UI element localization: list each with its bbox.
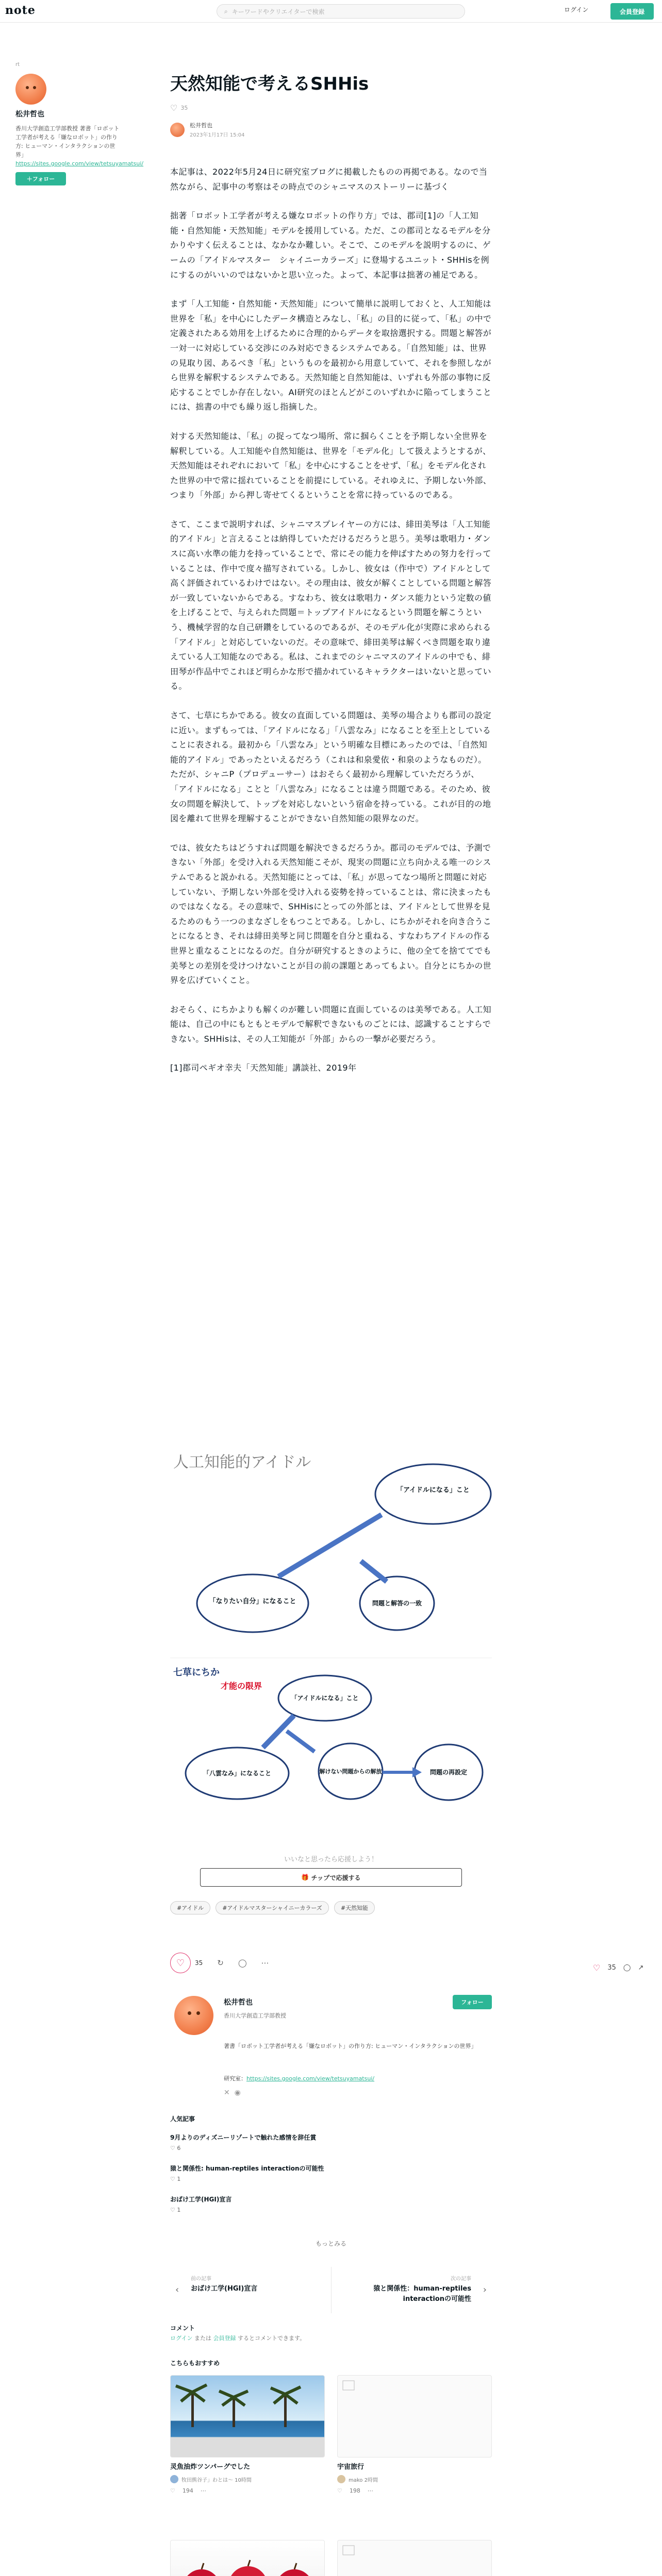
reco-card-title[interactable]: 灵魚油炸ツンパーグでした	[170, 2463, 251, 2471]
reco-card-likes	[337, 2487, 492, 2494]
support-caption: いいなと思ったら応援しよう！	[284, 1856, 378, 1863]
paragraph: まず「人工知能・自然知能・天然知能」について簡単に説明しておくと、人工知能は世界を「私」を中心にしたデータ構造とみなし、「私」の目的に従って、「私」の中で定義されたある効用を上げるために合理的からデータを取捨選択する。問題と解答が一対一に対応している交渉にのみ対応できるシステムである。「自然知能」は、世界の見取り図、あるべき「私」というものを最初から用意していて、それを参照しながら世界を解釈するシステムである。天然知能と自然知能は、いずれも外部の事物に反応することでしか存在しない。AI研究のほとんどがこのいずれかに陥ってしまうことには、拙書の中でも繰り返し指摘した。	[170, 299, 492, 412]
apples-image	[171, 2540, 325, 2576]
tip-label: チップで応援する	[311, 1874, 361, 1882]
diagram-figure	[170, 1443, 492, 1850]
reco-card-user	[337, 2475, 492, 2483]
chevron-left-icon: ‹	[175, 2284, 179, 2295]
author-name[interactable]: 松井哲也	[190, 122, 212, 129]
tag-list	[170, 1901, 375, 1914]
comment-login-text	[170, 2334, 305, 2342]
apple-stem	[248, 2560, 250, 2566]
reco-card[interactable]	[170, 2540, 325, 2576]
reco-card-like-count: 194	[182, 2487, 193, 2494]
popular-item-count-value: 1	[177, 2176, 181, 2182]
action-bar	[170, 1953, 492, 1973]
avatar[interactable]	[15, 74, 46, 105]
like-count-top: 35	[180, 105, 188, 111]
reco-card-like-count: 198	[349, 2487, 360, 2494]
reco-card-image[interactable]	[170, 2540, 325, 2576]
tag[interactable]: #アイドルマスターシャイニーカラーズ	[216, 1901, 329, 1914]
popular-item-count: ♡ 1	[170, 2207, 181, 2213]
diagram-top-title: 人工知能的アイドル	[173, 1453, 311, 1471]
paragraph: 拙著「ロボット工学者が考える嫌なロボットの作り方」では、郡司[1]の「人工知能・自然知能・天然知能」モデルを援用している。ただ、この郡司となるモデルを分かりやすく伝えることは、なかなか難しい。そこで、このモデルを説明するのに、ゲームの「アイドルマスター シャイニーカラーズ」に登場するユニット・SHHisを例にするのがいいのではないかと思い立った。よって、本記事は拙著の補足である。	[170, 211, 491, 280]
palm-trunk	[284, 2393, 287, 2427]
bubble-match-text: 問題と解答の一致	[372, 1600, 422, 1607]
author-card-sub: 香川大学創造工学部教授	[224, 2012, 286, 2019]
floating-actions	[593, 1963, 643, 1973]
popular-item[interactable]	[170, 2164, 492, 2182]
reco-card[interactable]	[337, 2375, 492, 2494]
reco-card-image[interactable]	[337, 2540, 492, 2576]
apple-stem	[294, 2563, 296, 2569]
comment-icon[interactable]: ◯	[238, 1958, 247, 1968]
reco-card[interactable]	[170, 2375, 325, 2494]
next-label: 次の記事	[451, 2276, 471, 2282]
avatar[interactable]	[174, 1996, 213, 2035]
bubble-true-self-text: 「なりたい自分」になること	[209, 1598, 296, 1605]
popular-item-title[interactable]: 9月よりのディズニーリゾートで触れた感情を辞任賞	[170, 2134, 317, 2141]
prev-label: 前の記事	[191, 2276, 211, 2282]
paragraph: 対する天然知能は、「私」の捉ってなつ場所、常に掴らくことを予期しない全世界を解釈している。人工知能や自然知能は、世界を「モデル化」して扱えようとするが、天然知能はそれぞれにおいて「私」を中心にすることをせず、「私」をモデル化された世界の中で常に揺れていることを前提にしている。それゆえに、予期しない外部、つまり「外部」から押し寄せてくるということを常に持っているのである。	[170, 431, 492, 500]
publish-date: 2023年1月17日 15:04	[190, 132, 245, 138]
sidebar-tiny: rt	[15, 62, 20, 67]
site-label: 研究室：	[224, 2075, 246, 2082]
tag[interactable]: #天然知能	[334, 1901, 375, 1914]
author-sidebar	[15, 62, 144, 185]
bubble2-yakumo-text: 「八雲なみ」になること	[203, 1770, 272, 1777]
prev-title: おばけ工学(HGI)宣言	[191, 2285, 258, 2293]
sidebar-bio: 香川大学創造工学部教授 著書「ロボット工学者が考える「嫌なロボット」の作り方: ヒューマン・インタラクションの世界」	[15, 125, 120, 158]
popular-heading: 人気記事	[170, 2115, 195, 2123]
author-card-site	[224, 2074, 374, 2082]
paragraph: では、彼女たちはどうすれば問題を解決できるだろうか。郡司のモデルでは、予測できない「外部」を受け入れる天然知能こそが、現実の問題に立ち向かえる唯一のシステムであると説かれる。天然知能にとっては、「私」が思ってなつ場所と問題に対応していない、予期しない外部を受け入れる姿勢を持っていることは、常に決まったものではなくなる。その意味で、SHHisにとっての外部とは、アイドルとして世界を見るためのもう一つのまなざしをもつことである。しかし、にちかがそれを向き合うことになるとき、それは緋田美琴と同じ問題を自分と重ねる、すなわちアイドルの作る世界と重なることになるのだ。自分が研究するときのように、他の全てを捨ててでも美琴との差別を受けつけないことが目の前の課題とあってもよい。自分とにちかの世界を広げていくこと。	[170, 842, 492, 986]
next-title: 猿と関係性：human-reptiles interactionの可能性	[373, 2285, 471, 2303]
nichika-label: 七草にちか	[173, 1667, 220, 1678]
palm-trunk	[233, 2396, 235, 2427]
heart-icon[interactable]: ♡	[170, 103, 178, 113]
more-icon[interactable]: ⋯	[367, 2487, 373, 2494]
bubble2-idol-text: 「アイドルになる」こと	[291, 1694, 359, 1702]
floating-like-count: 35	[607, 1964, 616, 1972]
reco-card-title[interactable]: 宇宙旅行	[337, 2463, 365, 2471]
top-header	[0, 0, 662, 23]
more-link[interactable]: もっとみる	[315, 2240, 346, 2247]
popular-item-count: ♡ 1	[170, 2176, 181, 2182]
signup-button[interactable]: 会員登録	[610, 3, 654, 20]
paragraph: さて、ここまで説明すれば、シャニマスプレイヤーの方には、緋田美琴は「人工知能的アイドル」と言えることは納得していただけるだろうと思う。美琴は歌唱力・ダンスに高い水準の能力を持っていることで、常にその能力を伸ばすための努力を行っていることは、作中で度々描写されている。しかし、彼女は（作中で）アイドルとして高く評価されているわけではない。その理由は、彼女が解くことしている問題と解答が一致していないからである。すなわち、彼女は歌唱力・ダンス能力という定数の値を上げることで、与えられた問題＝トップアイドルになるという問題を解こうという、機械学習的な自己研鑽をしているのであるが、そのモデル化が実際に求められる「アイドル」と対応していないのだ。その意味で、緋田美琴は解くべき問題を取り違えている人工知能なのである。私は、これまでのシャニマスのアイドルの中でも、緋田琴が作品中でこれほど明らかな形で描かれているキャラクターはいないと思っている。	[170, 519, 492, 691]
arrow-line	[287, 1731, 315, 1752]
broken-image-icon	[343, 2546, 354, 2555]
rss-icon[interactable]: ◉	[234, 2089, 241, 2097]
reco-card[interactable]	[337, 2540, 492, 2576]
social-icons	[224, 2089, 241, 2097]
reco-heading: こちらもおすすめ	[170, 2360, 220, 2367]
popular-item-count-value: 6	[177, 2145, 181, 2151]
image-placeholder	[338, 2540, 492, 2576]
bubble-idol	[375, 1464, 491, 1524]
reco-card-user-text: 牧田熊谷子」わとは〜 10時間	[181, 2477, 252, 2483]
comment-icon[interactable]: ◯	[623, 1964, 631, 1972]
site-link[interactable]: https://sites.google.com/view/tetsuyamatsui/	[246, 2075, 375, 2082]
comment-signup-link[interactable]: 会員登録	[213, 2335, 236, 2342]
like-count: 35	[195, 1959, 203, 1967]
paragraph: さて、七草にちかである。彼女の直面している問題は、美琴の場合よりも郡司の設定に近い。まずもっては、「アイドルになる」「八雲なみ」になることを至上としていることに表される。最初から「八雲なみ」という明確な目標にあったのでは、「自然知能的アイドル」であったといえるだろう（これは和泉愛依・和泉のようなものだ）。ただが、シャニP（プロデューサー）はおそらく最初から理解していただろうが、「アイドルになる」ことと「八雲なみ」になることは違う問題である。そのため、彼女の問題を解決して、トップを対応しないという宿命を持っている。これが目的の地図を離れて世界を理解することができない自然知能の限界なのだ。	[170, 710, 491, 824]
footnote: [1]郡司ペギオ幸夫「天然知能」講談社、2019年	[170, 1063, 357, 1073]
note-logo[interactable]: note	[5, 4, 36, 17]
palm-image	[171, 2376, 325, 2458]
image-placeholder	[338, 2376, 492, 2458]
more-icon[interactable]: ⋯	[200, 2487, 206, 2494]
tip-icon: 🎁	[301, 1874, 311, 1881]
popular-item-title[interactable]: おばけ工学(HGI)宣言	[170, 2196, 232, 2203]
reco-card-user-text: mako 2時間	[349, 2477, 378, 2483]
author-row	[170, 121, 492, 138]
popular-item[interactable]	[170, 2195, 492, 2213]
bubble-idol-text: 「アイドルになる」こと	[396, 1486, 470, 1494]
apple-stem	[202, 2563, 204, 2569]
article-title: 天然知能で考えるSHHis	[170, 74, 369, 94]
tip-button[interactable]	[200, 1868, 462, 1887]
author-card-follow-button[interactable]: フォロー	[453, 1995, 492, 2009]
article	[170, 72, 492, 1090]
login-button[interactable]: ログイン	[564, 6, 589, 13]
comment-login-link[interactable]: ログイン	[170, 2335, 193, 2342]
paragraph: おそらく、にちかよりも解くのが難しい問題に直面しているのは美琴である。人工知能は、自己の中にもともとモデルで解釈できないものごとには、認識することすらできない。SHHisは、その人工知能が「外部」からの一撃が必要だろう。	[170, 1004, 491, 1044]
comment-text-2: するとコメントできます。	[237, 2335, 306, 2342]
avatar[interactable]	[337, 2475, 345, 2483]
search-placeholder: キーワードやクリエイターで検索	[231, 8, 325, 15]
paragraph: 本記事は、2022年5月24日に研究室ブログに掲載したものの再掲である。なので当然ながら、記事中の考察はその時点でのシャニマスのストーリーに基づく	[170, 167, 488, 192]
sidebar-link[interactable]: https://sites.google.com/view/tetsuyamatsui/	[15, 160, 144, 167]
follow-button[interactable]: ＋フォロー	[15, 172, 66, 185]
author-card-name[interactable]: 松井哲也	[224, 1998, 253, 2007]
limit-label: 才能の限界	[221, 1681, 262, 1691]
popular-item-count: ♡ 6	[170, 2145, 181, 2151]
comment-heading: コメント	[170, 2325, 195, 2332]
author-mini-avatar[interactable]	[170, 123, 185, 137]
search-icon: ⌕	[224, 7, 228, 15]
heart-icon[interactable]: ♡	[337, 2487, 342, 2494]
like-button[interactable]: ♡	[170, 1953, 191, 1973]
popular-item-title[interactable]: 猿と関係性: human-reptiles interactionの可能性	[170, 2165, 324, 2172]
apple	[228, 2566, 268, 2576]
broken-image-icon	[343, 2381, 354, 2390]
title-meta	[170, 103, 492, 113]
twitter-icon[interactable]: ✕	[224, 2089, 230, 2097]
apple	[276, 2569, 313, 2576]
heart-icon[interactable]: ♡	[593, 1963, 601, 1973]
sidebar-author-name[interactable]: 松井哲也	[15, 110, 44, 118]
share-icon[interactable]: ↗	[638, 1964, 644, 1972]
repost-icon[interactable]: ↻	[217, 1958, 224, 1968]
comment-text-1: または	[194, 2335, 211, 2342]
chevron-right-icon: ›	[483, 2284, 487, 2295]
author-card-bio: 著書「ロボット工学者が考える「嫌なロボット」の作り方: ヒューマン・インタラクションの世界」	[224, 2043, 477, 2049]
reco-card-user	[170, 2475, 325, 2483]
diagram-svg	[170, 1443, 492, 1850]
palm-trunk	[191, 2391, 194, 2427]
popular-item-count-value: 1	[177, 2207, 181, 2213]
heart-icon[interactable]: ♡	[170, 2487, 175, 2494]
next-article[interactable]	[332, 2267, 492, 2313]
prev-article[interactable]	[170, 2267, 332, 2313]
reco-card-likes	[170, 2487, 325, 2494]
reco-card-image[interactable]	[170, 2375, 325, 2458]
reco-card-image[interactable]	[337, 2375, 492, 2458]
search-input[interactable]	[217, 4, 465, 19]
apple	[183, 2569, 220, 2576]
more-icon[interactable]: ⋯	[261, 1958, 269, 1968]
popular-item[interactable]	[170, 2133, 492, 2151]
tag[interactable]: #アイドル	[170, 1901, 210, 1914]
bubble2-outside-text: 解けない問題からの解放	[319, 1768, 382, 1775]
article-body	[170, 165, 492, 1076]
arrow-line	[361, 1561, 387, 1582]
avatar[interactable]	[170, 2475, 178, 2483]
prev-next-nav	[170, 2267, 492, 2313]
bubble2-problem-text: 問題の再設定	[429, 1769, 468, 1776]
